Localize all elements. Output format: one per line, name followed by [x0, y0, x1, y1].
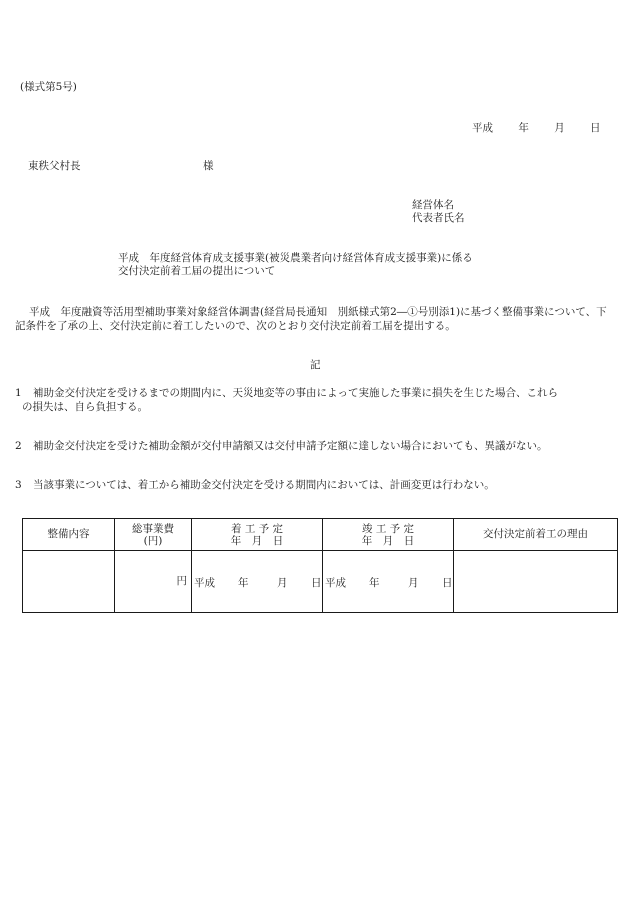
subject-line-2: 交付決定前着工届の提出について — [118, 265, 276, 277]
finish-era: 平成 — [325, 577, 346, 589]
header-finish-schedule — [323, 519, 454, 551]
sender-block — [412, 199, 465, 225]
condition-text: 補助金交付決定を受けた補助金額が交付申請額又は交付申請予定額に達しない場合においても、異議がない。 — [33, 440, 548, 452]
start-year-unit: 年 — [238, 577, 249, 589]
condition-1 — [15, 387, 615, 414]
start-day-unit: 日 — [311, 577, 322, 589]
subject-line-1: 平成 年度経営体育成支援事業(被災農業者向け経営体育成支援事業)に係る — [118, 252, 473, 264]
header-total-cost-unit: (円) — [143, 534, 163, 547]
addressee-honorific: 様 — [203, 160, 214, 172]
body-paragraph: 平成 年度融資等活用型補助事業対象経営体調書(経営局長通知 別紙様式第2―①号別添1)に基づく整備事業について、下記条件を了承の上、交付決定前に着工したいので、次のとおり交付決定前着工届を提出する。 — [15, 306, 607, 332]
finish-month-unit: 月 — [408, 577, 419, 589]
header-total-cost-label: 総事業費 — [132, 522, 174, 535]
submission-date — [472, 121, 601, 135]
start-month-unit: 月 — [277, 577, 288, 589]
content-cell[interactable] — [23, 551, 115, 613]
condition-text: 補助金交付決定を受けるまでの期間内に、天災地変等の事由によって実施した事業に損失を生じた場合、これら — [33, 387, 558, 399]
condition-number: 1 — [15, 387, 22, 399]
date-year-unit: 年 — [518, 122, 529, 134]
header-finish-label: 竣 工 予 定 — [361, 522, 414, 535]
header-finish-units: 年 月 日 — [361, 534, 415, 547]
header-reason: 交付決定前着工の理由 — [454, 519, 618, 551]
condition-3 — [15, 479, 615, 493]
table-row — [23, 551, 618, 613]
date-day-unit: 日 — [590, 122, 601, 134]
ki-heading: 記 — [310, 359, 321, 371]
header-content: 整備内容 — [23, 519, 115, 551]
finish-date-cell[interactable] — [323, 551, 454, 613]
reason-cell[interactable] — [454, 551, 618, 613]
table-header-row — [23, 519, 618, 551]
finish-day-unit: 日 — [442, 577, 453, 589]
header-start-label: 着 工 予 定 — [230, 522, 283, 535]
form-number: (様式第5号) — [20, 81, 77, 93]
subject — [118, 252, 473, 278]
date-era: 平成 — [472, 122, 493, 134]
condition-number: 3 — [15, 479, 22, 491]
condition-continuation: の損失は、自ら負担する。 — [22, 400, 148, 413]
condition-text: 当該事業については、着工から補助金交付決定を受ける期間内においては、計画変更は行わない。 — [33, 479, 495, 491]
condition-2 — [15, 440, 615, 454]
start-date-cell[interactable] — [192, 551, 323, 613]
addressee-name: 東秩父村長 — [28, 160, 81, 172]
finish-year-unit: 年 — [369, 577, 380, 589]
representative-label: 代表者氏名 — [412, 212, 465, 224]
header-start-units: 年 月 日 — [230, 534, 284, 547]
schedule-table — [22, 518, 618, 613]
condition-number: 2 — [15, 440, 22, 452]
header-total-cost — [115, 519, 192, 551]
entity-name-label: 経営体名 — [412, 199, 454, 211]
total-cost-cell[interactable]: 円 — [115, 551, 192, 613]
date-month-unit: 月 — [554, 122, 565, 134]
start-era: 平成 — [194, 577, 215, 589]
header-start-schedule — [192, 519, 323, 551]
